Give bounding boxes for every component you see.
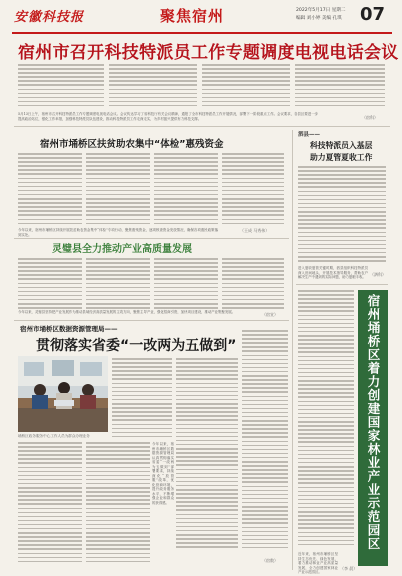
column-divider: [292, 130, 293, 570]
date-line: 2022年5月17日 星期二: [296, 8, 346, 13]
sidebar-headline-1: 科技特派员入基层: [310, 141, 373, 150]
article2-text-col3: [154, 258, 218, 310]
divider-a2: [14, 320, 289, 321]
article3-photo-caption: 埇桥区政务服务中心工作人员为群众办理业务: [18, 434, 90, 438]
sidebar-kicker: 泗县——: [298, 132, 321, 138]
divider-lead: [14, 126, 390, 127]
page-number: 07: [360, 4, 386, 25]
divider-sidebar: [296, 284, 388, 285]
sidebar-headline-2: 助力夏管夏收工作: [310, 153, 373, 162]
lead-headline: 宿州市召开科技特派员工作专题调度电视电话会议: [18, 43, 399, 63]
editor-line: 编辑 刘小婷 美编 孔琪: [296, 16, 342, 21]
article2-body: 今年以来，灵璧县坚持把产业发展作为推动县域经济高质量发展的主攻方向，聚焦主导产业，强化招商引资，加快项目建设，推动产业集聚发展。: [18, 310, 235, 314]
article3-text-col3: [176, 358, 238, 554]
feature-headline: 宿州埇桥区着力创建国家林业产业示范园区: [366, 294, 381, 551]
article3-body: 今年以来，宿州市埇桥区数据资源管理局认真贯彻落实省委“一改两为五做到”部署要求，持续深化“放管服”改革，优化营商环境，提升政务服务水平，不断增强企业和群众的获得感。: [152, 442, 174, 505]
article2-author: （宿宣）: [262, 312, 278, 317]
article1-text-col4: [222, 153, 284, 227]
masthead: [12, 4, 392, 32]
feature-text: [298, 290, 354, 552]
article3-headline: 贯彻落实省委“一改两为五做到”: [36, 338, 237, 354]
office-scene-illustration: [18, 356, 108, 432]
lead-author: （宿科）: [362, 115, 378, 120]
masthead-rule: [12, 32, 392, 34]
article2-text-col4: [222, 258, 284, 310]
article3-photo: [18, 356, 108, 432]
lead-text: [18, 64, 104, 109]
lead-text-col4: [295, 64, 385, 109]
lead-text-col3: [202, 64, 290, 109]
divider-a1: [14, 238, 289, 239]
article3-text-col1: [18, 442, 82, 566]
lead-body: 5月13日上午，宿州市召开科技特派员工作专题调度电视电话会议。会议传达学习了省科技厅有关会议精神，通报了全市科技特派员工作开展情况，部署下一阶段重点工作。会议要求，各县区要进一步提高政治站位，强化工作举措，加强科技特派员队伍建设，推动科技特派员工作走深走实，为乡村振兴提供有力科技支撑。: [18, 112, 318, 121]
article1-text-col2: [86, 153, 150, 227]
article1-text-col1: [18, 153, 82, 227]
article2-text-col1: [18, 258, 82, 310]
article3-author: （宿数）: [262, 558, 278, 563]
article1-headline: 宿州市埇桥区扶贫助农集中“体检”惠残资金: [40, 139, 224, 150]
sidebar-text: [298, 166, 386, 266]
article1-text-col3: [154, 153, 218, 227]
lead-text-col2: [109, 64, 197, 109]
masthead-logo: 安徽科技报: [14, 10, 85, 25]
article3-kicker: 宿州市埇桥区数据资源管理局——: [20, 325, 118, 333]
article3-text-col2: [86, 442, 150, 566]
feature-banner: [358, 290, 388, 566]
article3-text-col0: [112, 358, 172, 438]
article2-text-col2: [86, 258, 150, 310]
section-title: 聚焦宿州: [160, 7, 225, 25]
article1-author: （王成 马秀伟）: [240, 228, 270, 233]
article3-text-col4: [242, 330, 288, 554]
sidebar-author: （泗科）: [370, 272, 386, 277]
sidebar-body: 进入夏收夏管关键时期，泗县组织科技特派员深入田间地头，开展技术指导服务，帮助农户解决生产中遇到的实际问题，助力夏粮丰收。: [298, 266, 368, 279]
feature-author: （李 晨）: [340, 566, 358, 571]
feature-body: 近年来，宿州市埇桥区坚持生态优先、绿色发展，着力推动林业产业高质量发展，全力创建国家林业产业示范园区。: [298, 552, 338, 574]
article1-body: 今年以来，宿州市埇桥区持续开展扶贫助农资金集中“体检”专项行动，聚焦惠残资金，逐项核查资金发放情况，确保各项惠民政策落到实处。: [18, 228, 218, 237]
article2-headline: 灵璧县全力推动产业高质量发展: [52, 244, 192, 255]
